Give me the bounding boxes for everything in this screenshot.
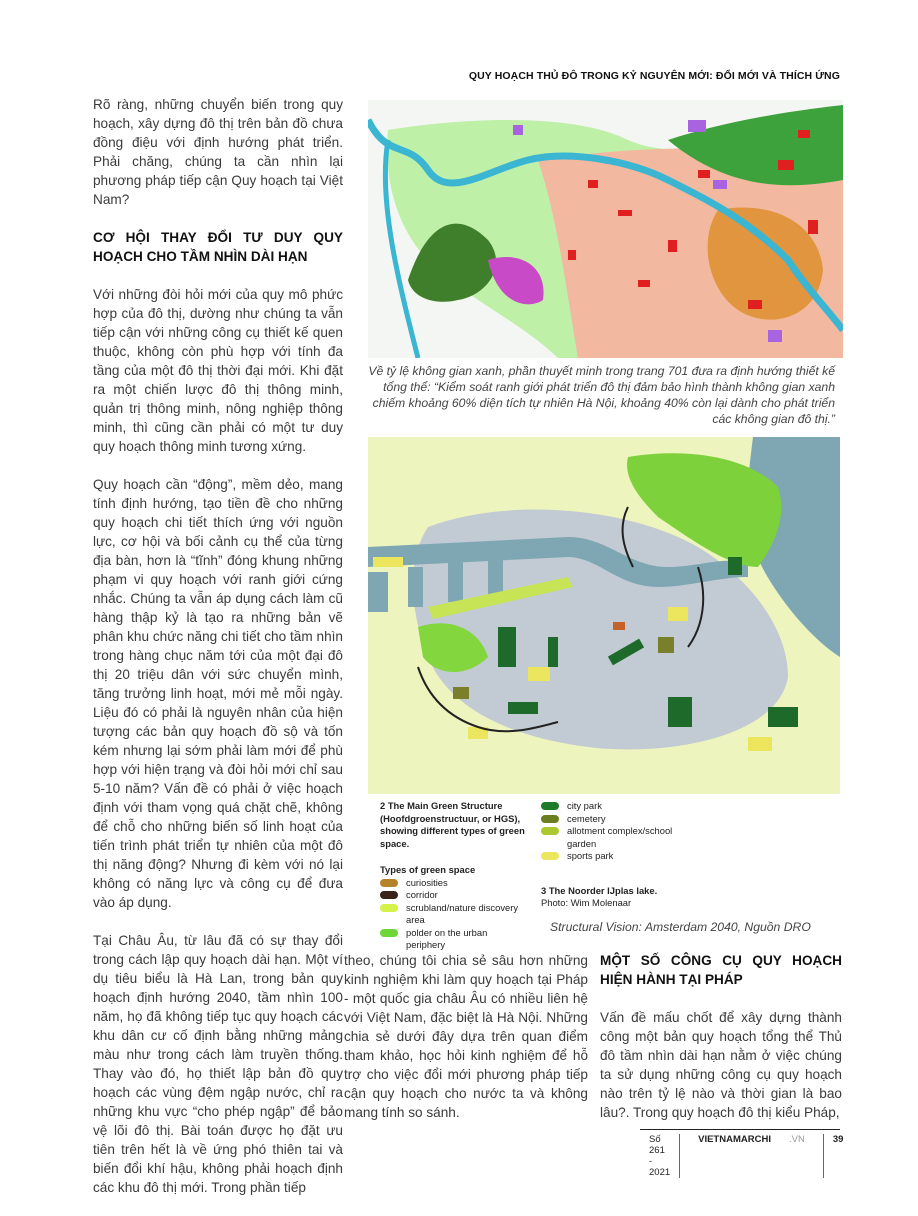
paragraph: Vấn đề mấu chốt để xây dựng thành công một bản quy hoạch tổng thể Thủ đô tầm nhìn dài hạn nằm ở việc chúng ta sử dụng những công cụ quy hoạch nào trên tỷ lệ nào và thời gian là bao lâu?. Trong quy hoạch đô thị kiểu Pháp, xyxy=(600,1010,842,1120)
paragraph: Tại Châu Âu, từ lâu đã có sự thay đổi trong cách lập quy hoạch dài hạn. Một ví dụ tiêu biểu là Hà Lan, trong bản quy hoạch định hướng 2040, tầm nhìn 100 năm, họ đã không tiếp tục quy hoạch các khu dân cư cố định bằng những mảng màu như trong cách làm truyền thống. Thay vào đó, họ thiết lập bản đồ quy hoạch các vùng đệm ngập nước, chỉ ra những khu vực “cho phép ngập” để bảo vệ lõi đô thị. Bài toán được họ đặt ưu tiên trên hết là về ứng phó thiên tai và biến đổi khí hậu, không phải hoạch định các khu đô thị mới. Trong phần tiếp xyxy=(93,933,343,1195)
amsterdam-green-structure-map xyxy=(368,437,840,794)
legend-label: city park xyxy=(567,800,602,811)
page-footer xyxy=(640,1129,844,1178)
legend-label: curiosities xyxy=(406,876,448,888)
legend-label: cemetery xyxy=(567,812,606,824)
legend-swatch-curiosities xyxy=(380,879,398,887)
hanoi-map-caption: Về tỷ lệ không gian xanh, phần thuyết minh trong trang 701 đưa ra định hướng thiết kế tổng thể: “Kiểm soát ranh giới phát triển đô thị đảm bảo hình thành không gian xanh chiếm khoảng 60% diện tích tự nhiên Hà Nội, khoảng 40% còn lại dành cho phát triển các không gian đô thị.” xyxy=(368,364,835,426)
legend-swatch-sports-park xyxy=(541,852,559,860)
legend-swatch-allotment xyxy=(541,827,559,835)
legend-label: polder on the urban periphery xyxy=(406,926,488,950)
map-legend-left xyxy=(380,800,525,952)
legend-swatch-polder xyxy=(380,929,398,937)
photo-note xyxy=(541,885,681,910)
legend-label: allotment complex/school garden xyxy=(567,825,673,849)
site-name-main: VIETNAMARCHI xyxy=(698,1134,771,1145)
legend-item xyxy=(380,902,525,927)
site-name xyxy=(680,1134,824,1178)
legend-item xyxy=(380,927,525,952)
running-head: QUY HOẠCH THỦ ĐÔ TRONG KỶ NGUYÊN MỚI: ĐỔI MỚI VÀ THÍCH ỨNG xyxy=(468,70,840,82)
legend-swatch-scrubland xyxy=(380,904,398,912)
legend-swatch-city-park xyxy=(541,802,559,810)
site-name-tld: .VN xyxy=(788,1134,805,1145)
issue-number: Số 261 - 2021 xyxy=(640,1134,680,1178)
legend-label: corridor xyxy=(406,889,438,900)
legend-swatch-corridor xyxy=(380,891,398,899)
paragraph: Quy hoạch cần “động”, mềm dẻo, mang tính định hướng, tạo tiền đề cho những quy hoạch chi tiết thích ứng với nguồn lực, cơ hội và bối cảnh cụ thể của từng địa bàn, hơn là “tĩnh” đóng khung những phạm vi quy hoạch với ranh giới cứng nhắc. Chúng ta vẫn áp dụng cách làm cũ hàng thập kỷ là tạo ra những bản vẽ phân khu chức năng chi tiết cho tầm nhìn trong hàng chục năm tới của một đại đô thị 20 triệu dân với sức chuyển mình, tăng trưởng linh hoạt, mới mẻ mỗi ngày. Liệu đó có phải là nguyên nhân của hiện tượng các bản quy hoạch đồ sộ và tốn kém nhưng lại sớm phải làm mới để phù hợp với hiện trạng và đòi hỏi mới chỉ sau 5-10 năm? Vấn đề có phải ở việc hoạch định với tham vọng quá chặt chẽ, không để chỗ cho những biến số linh hoạt của tiến trình phát triển tự nhiên của một đô thị năng động? Nhưng đi kèm với nó lại không có năng lực và công cụ để đưa vào áp dụng. xyxy=(93,477,343,910)
legend-item xyxy=(380,889,525,902)
legend-types-title: Types of green space xyxy=(380,864,476,875)
legend-title: 2 The Main Green Structure (Hoofdgroenstructuur, or HGS), showing different types of green space. xyxy=(380,800,525,849)
page-number: 39 xyxy=(832,1134,844,1145)
paragraph: Rõ ràng, những chuyển biến trong quy hoạch, xây dựng đô thị trên bản đồ chưa đồng điệu với định hướng phát triển. Phải chăng, chúng ta cần nhìn lại phương pháp tiếp cận Quy hoạch tại Việt Nam? xyxy=(93,97,343,207)
section-heading: CƠ HỘI THAY ĐỔI TƯ DUY QUY HOẠCH CHO TẦM NHÌN DÀI HẠN xyxy=(93,230,343,264)
paragraph: Với những đòi hỏi mới của quy mô phức hợp của đô thị, dường như chúng ta vẫn tiếp cận với những công cụ thiết kế quen thuộc, không còn phù hợp với tính đa tầng của một đô thị thời đại mới. Khi đặt ra một chiến lược đô thị thông minh, quản trị thông minh, nông nghiệp thông minh, thì cũng cần phải có một tư duy quy hoạch thông minh tương xứng. xyxy=(93,287,343,454)
legend-swatch-cemetery xyxy=(541,815,559,823)
photo-credit: Photo: Wim Molenaar xyxy=(541,897,632,908)
legend-item xyxy=(541,850,681,863)
map-legend-right xyxy=(541,800,681,910)
legend-item xyxy=(541,800,681,813)
legend-label: sports park xyxy=(567,850,614,861)
paragraph: theo, chúng tôi chia sẻ sâu hơn những kinh nghiệm khi làm quy hoạch tại Pháp - một quốc gia châu Âu có nhiều liên hệ với Việt Nam, đặc biệt là Hà Nội. Những chia sẻ dưới đây dựa trên quan điểm tham khảo, học hỏi kinh nghiệm để hỗ trợ cho việc đổi mới phương pháp tiếp cận quy hoạch cho nước ta và không mang tính so sánh. xyxy=(344,953,588,1120)
legend-item xyxy=(380,877,525,890)
amsterdam-map-caption: Structural Vision: Amsterdam 2040, Nguồn DRO xyxy=(550,920,811,934)
legend-label: scrubland/nature discovery area xyxy=(406,901,519,925)
section-heading: MỘT SỐ CÔNG CỤ QUY HOẠCH HIỆN HÀNH TẠI PHÁP xyxy=(600,953,842,987)
photo-note-title: 3 The Noorder IJplas lake. xyxy=(541,884,658,896)
hanoi-map-graphic xyxy=(368,100,843,358)
hanoi-master-plan-map xyxy=(368,100,843,358)
right-column xyxy=(600,951,842,1141)
amsterdam-map-graphic xyxy=(368,437,840,794)
legend-item xyxy=(541,825,681,850)
middle-column xyxy=(344,951,588,1141)
left-column xyxy=(93,95,343,1216)
legend-item xyxy=(541,813,681,826)
